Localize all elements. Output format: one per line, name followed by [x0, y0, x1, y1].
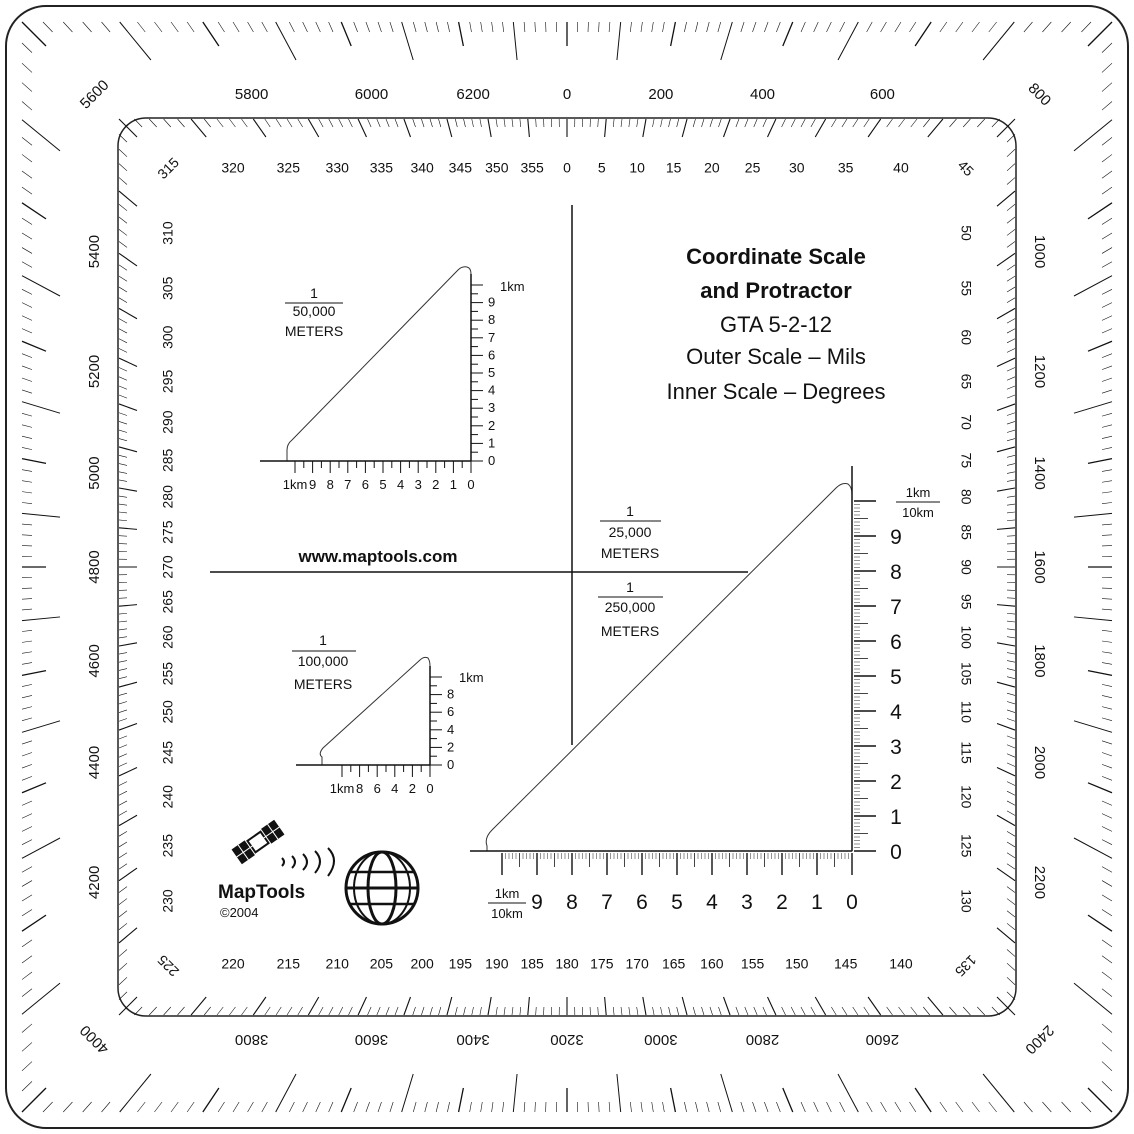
ratio-denominator: 100,000 — [297, 653, 349, 669]
scale-label: 9 — [890, 526, 902, 549]
scale-label: 3 — [488, 400, 496, 416]
brand-name: MapTools — [218, 882, 306, 903]
degree-label: 50 — [958, 225, 975, 241]
degree-label: 0 — [563, 159, 571, 176]
mil-label: 2000 — [1031, 745, 1049, 780]
scale-label: 8 — [890, 561, 902, 584]
mil-label: 5800 — [234, 85, 269, 103]
mil-label: 600 — [869, 85, 895, 103]
scale-label: 4 — [396, 477, 405, 492]
mil-label: 4800 — [85, 550, 103, 584]
degree-label: 35 — [837, 159, 854, 176]
scale-label: 8 — [447, 686, 455, 702]
ratio-denominator: 250,000 — [604, 599, 656, 615]
degree-label: 210 — [325, 955, 349, 972]
degree-label: 85 — [958, 524, 975, 540]
scale-label: 2 — [488, 417, 496, 433]
scale-label: 1km — [329, 781, 355, 796]
mil-label: 200 — [648, 85, 674, 103]
degree-label: 280 — [159, 485, 176, 509]
mil-label: 2800 — [745, 1031, 780, 1049]
title-line-1: Coordinate Scale — [686, 244, 866, 269]
degree-label: 315 — [154, 154, 182, 182]
degree-label: 230 — [159, 889, 176, 913]
scale-top-label-10km: 10km — [902, 505, 934, 520]
scale-label: 5 — [379, 477, 387, 492]
scale-label: 6 — [373, 781, 381, 796]
degree-label: 310 — [159, 221, 176, 245]
mil-label: 1400 — [1031, 456, 1049, 490]
degree-label: 290 — [159, 410, 176, 434]
scale-label: 1 — [488, 435, 496, 451]
scale-label: 4 — [890, 701, 902, 724]
degree-label: 265 — [159, 590, 176, 614]
mil-label: 0 — [562, 85, 572, 103]
degree-label: 345 — [448, 159, 473, 176]
scale-label: 2 — [408, 781, 417, 796]
degree-label: 305 — [159, 276, 176, 300]
degree-label: 70 — [958, 414, 975, 430]
degree-label: 110 — [958, 700, 975, 724]
scale-label: 7 — [488, 329, 496, 345]
outer-scale-note: Outer Scale – Mils — [686, 344, 866, 369]
degree-label: 120 — [958, 785, 975, 809]
degree-label: 140 — [889, 955, 913, 972]
scale-label: 6 — [636, 891, 648, 914]
degree-label: 350 — [485, 159, 509, 176]
scale-label: 6 — [361, 477, 370, 492]
scale-left-label-1km: 1km — [494, 886, 520, 901]
mil-label: 5200 — [85, 354, 103, 389]
mil-label: 4400 — [85, 745, 103, 780]
scale-top-label-1km: 1km — [905, 485, 931, 500]
degree-label: 10 — [629, 159, 645, 176]
globe-icon — [346, 852, 418, 924]
scale-label: 3 — [414, 477, 422, 492]
gta-number: GTA 5-2-12 — [719, 312, 833, 337]
scale-label: 2 — [432, 477, 440, 492]
degree-label: 75 — [958, 452, 975, 469]
mil-label: 5600 — [76, 76, 113, 113]
scale-label: 0 — [488, 453, 496, 468]
scale-label: 3 — [741, 891, 753, 914]
mil-label: 6200 — [456, 85, 490, 103]
mil-label: 3200 — [550, 1031, 584, 1049]
ratio-unit: METERS — [293, 676, 353, 692]
mil-label: 800 — [1024, 79, 1055, 110]
degree-label: 150 — [785, 955, 809, 972]
scale-label: 7 — [601, 891, 613, 914]
scale-label: 8 — [355, 781, 364, 796]
scale-label: 1km — [282, 477, 308, 492]
mil-label: 1200 — [1031, 354, 1049, 389]
degree-label: 125 — [958, 834, 975, 858]
scale-top-label: 1km — [500, 279, 525, 294]
scale-label: 9 — [488, 294, 496, 310]
scale-label: 6 — [890, 631, 902, 654]
mil-label: 2400 — [1021, 1021, 1058, 1058]
scale-label: 8 — [566, 891, 578, 914]
scale-label: 8 — [488, 312, 496, 328]
scale-top-label: 1km — [459, 670, 484, 685]
scale-left-label-10km: 10km — [491, 906, 523, 921]
mil-label: 3000 — [644, 1031, 678, 1049]
degree-label: 45 — [954, 156, 978, 180]
scale-label: 4 — [447, 721, 455, 737]
degree-label: 15 — [665, 159, 682, 176]
degree-label: 270 — [159, 555, 176, 579]
scale-label: 1 — [890, 806, 902, 829]
degree-label: 340 — [410, 159, 434, 176]
mil-label: 3600 — [354, 1031, 389, 1049]
degree-label: 95 — [958, 594, 975, 610]
degree-label: 90 — [958, 559, 975, 575]
mil-label: 4600 — [85, 644, 103, 678]
degree-label: 165 — [661, 955, 686, 972]
scale-label: 0 — [426, 781, 434, 796]
mil-label: 1800 — [1031, 644, 1049, 678]
degree-label: 40 — [893, 159, 909, 176]
mil-label: 3400 — [456, 1031, 490, 1049]
degree-label: 160 — [700, 955, 724, 972]
scale-label: 0 — [467, 477, 475, 492]
degree-label: 355 — [520, 159, 544, 176]
degree-label: 180 — [555, 955, 579, 972]
ratio-numerator: 1 — [626, 503, 634, 519]
degree-label: 285 — [159, 448, 176, 473]
ratio-numerator: 1 — [319, 632, 327, 648]
scale-label: 2 — [890, 771, 902, 794]
degree-label: 240 — [159, 785, 176, 809]
degree-label: 250 — [159, 700, 176, 724]
copyright: ©2004 — [220, 905, 259, 920]
degree-label: 325 — [276, 159, 300, 176]
website-url: www.maptools.com — [298, 547, 458, 566]
title-line-2: and Protractor — [700, 278, 852, 303]
scale-label: 5 — [671, 891, 683, 914]
scale-label: 9 — [531, 891, 543, 914]
mil-label: 5400 — [85, 234, 103, 269]
degree-label: 195 — [448, 955, 473, 972]
mil-label: 3800 — [234, 1031, 269, 1049]
degree-label: 330 — [325, 159, 349, 176]
degree-label: 255 — [159, 661, 176, 686]
scale-label: 7 — [344, 477, 352, 492]
degree-label: 155 — [740, 955, 765, 972]
mil-label: 2200 — [1031, 865, 1049, 900]
degree-label: 320 — [221, 159, 245, 176]
scale-label: 8 — [326, 477, 334, 492]
scale-label: 7 — [890, 596, 902, 619]
degree-label: 55 — [958, 280, 975, 297]
degree-label: 100 — [958, 625, 975, 649]
mil-label: 4000 — [76, 1021, 113, 1058]
degree-label: 145 — [834, 955, 858, 972]
scale-label: 9 — [308, 477, 317, 492]
scale-label: 4 — [706, 891, 718, 914]
degree-label: 260 — [159, 625, 176, 649]
degree-label: 200 — [410, 955, 434, 972]
degree-label: 225 — [154, 952, 182, 980]
scale-label: 5 — [890, 666, 902, 689]
degree-label: 25 — [744, 159, 761, 176]
scale-label: 1 — [811, 891, 823, 914]
scale-label: 4 — [391, 781, 399, 796]
mil-label: 6000 — [354, 85, 389, 103]
degree-label: 235 — [159, 834, 176, 858]
degree-label: 130 — [958, 889, 975, 913]
mil-label: 2600 — [865, 1031, 900, 1049]
ratio-unit: METERS — [600, 623, 660, 639]
mil-label: 5000 — [85, 456, 103, 490]
ratio-unit: METERS — [600, 545, 660, 561]
ratio-denominator: 50,000 — [292, 303, 336, 319]
inner-scale-note: Inner Scale – Degrees — [666, 379, 886, 404]
degree-label: 205 — [369, 955, 394, 972]
degree-label: 30 — [788, 159, 805, 176]
degree-label: 65 — [958, 373, 975, 390]
degree-label: 220 — [221, 955, 245, 972]
ratio-unit: METERS — [284, 323, 344, 339]
mil-label: 1000 — [1031, 234, 1049, 269]
degree-label: 335 — [369, 159, 394, 176]
degree-label: 20 — [704, 159, 720, 176]
scale-label: 6 — [488, 347, 496, 363]
degree-label: 245 — [159, 740, 176, 765]
degree-label: 215 — [276, 955, 300, 972]
degree-label: 170 — [625, 955, 649, 972]
scale-label: 0 — [447, 757, 455, 772]
degree-label: 60 — [958, 329, 975, 346]
scale-label: 0 — [890, 841, 902, 864]
scale-label: 5 — [488, 365, 496, 380]
degree-label: 295 — [159, 369, 176, 394]
scale-label: 4 — [488, 382, 496, 398]
degree-label: 5 — [597, 159, 606, 176]
ratio-numerator: 1 — [310, 285, 318, 301]
scale-label: 2 — [776, 891, 788, 914]
scale-label: 1 — [449, 477, 458, 492]
scale-label: 3 — [890, 736, 902, 759]
degree-label: 190 — [485, 955, 509, 972]
scale-label: 0 — [846, 891, 858, 914]
degree-label: 80 — [958, 489, 975, 505]
mil-label: 4200 — [85, 865, 103, 900]
degree-label: 275 — [159, 520, 176, 544]
degree-label: 115 — [958, 741, 975, 764]
degree-label: 175 — [590, 955, 614, 972]
degree-label: 185 — [520, 955, 544, 972]
ratio-denominator: 25,000 — [608, 524, 652, 540]
scale-label: 6 — [447, 704, 455, 720]
mil-label: 1600 — [1031, 550, 1049, 584]
degree-label: 135 — [952, 952, 980, 980]
ratio-numerator: 1 — [626, 579, 634, 595]
degree-label: 300 — [159, 325, 176, 349]
degree-label: 105 — [958, 661, 975, 686]
scale-label: 2 — [447, 739, 455, 755]
mil-label: 400 — [749, 85, 776, 103]
